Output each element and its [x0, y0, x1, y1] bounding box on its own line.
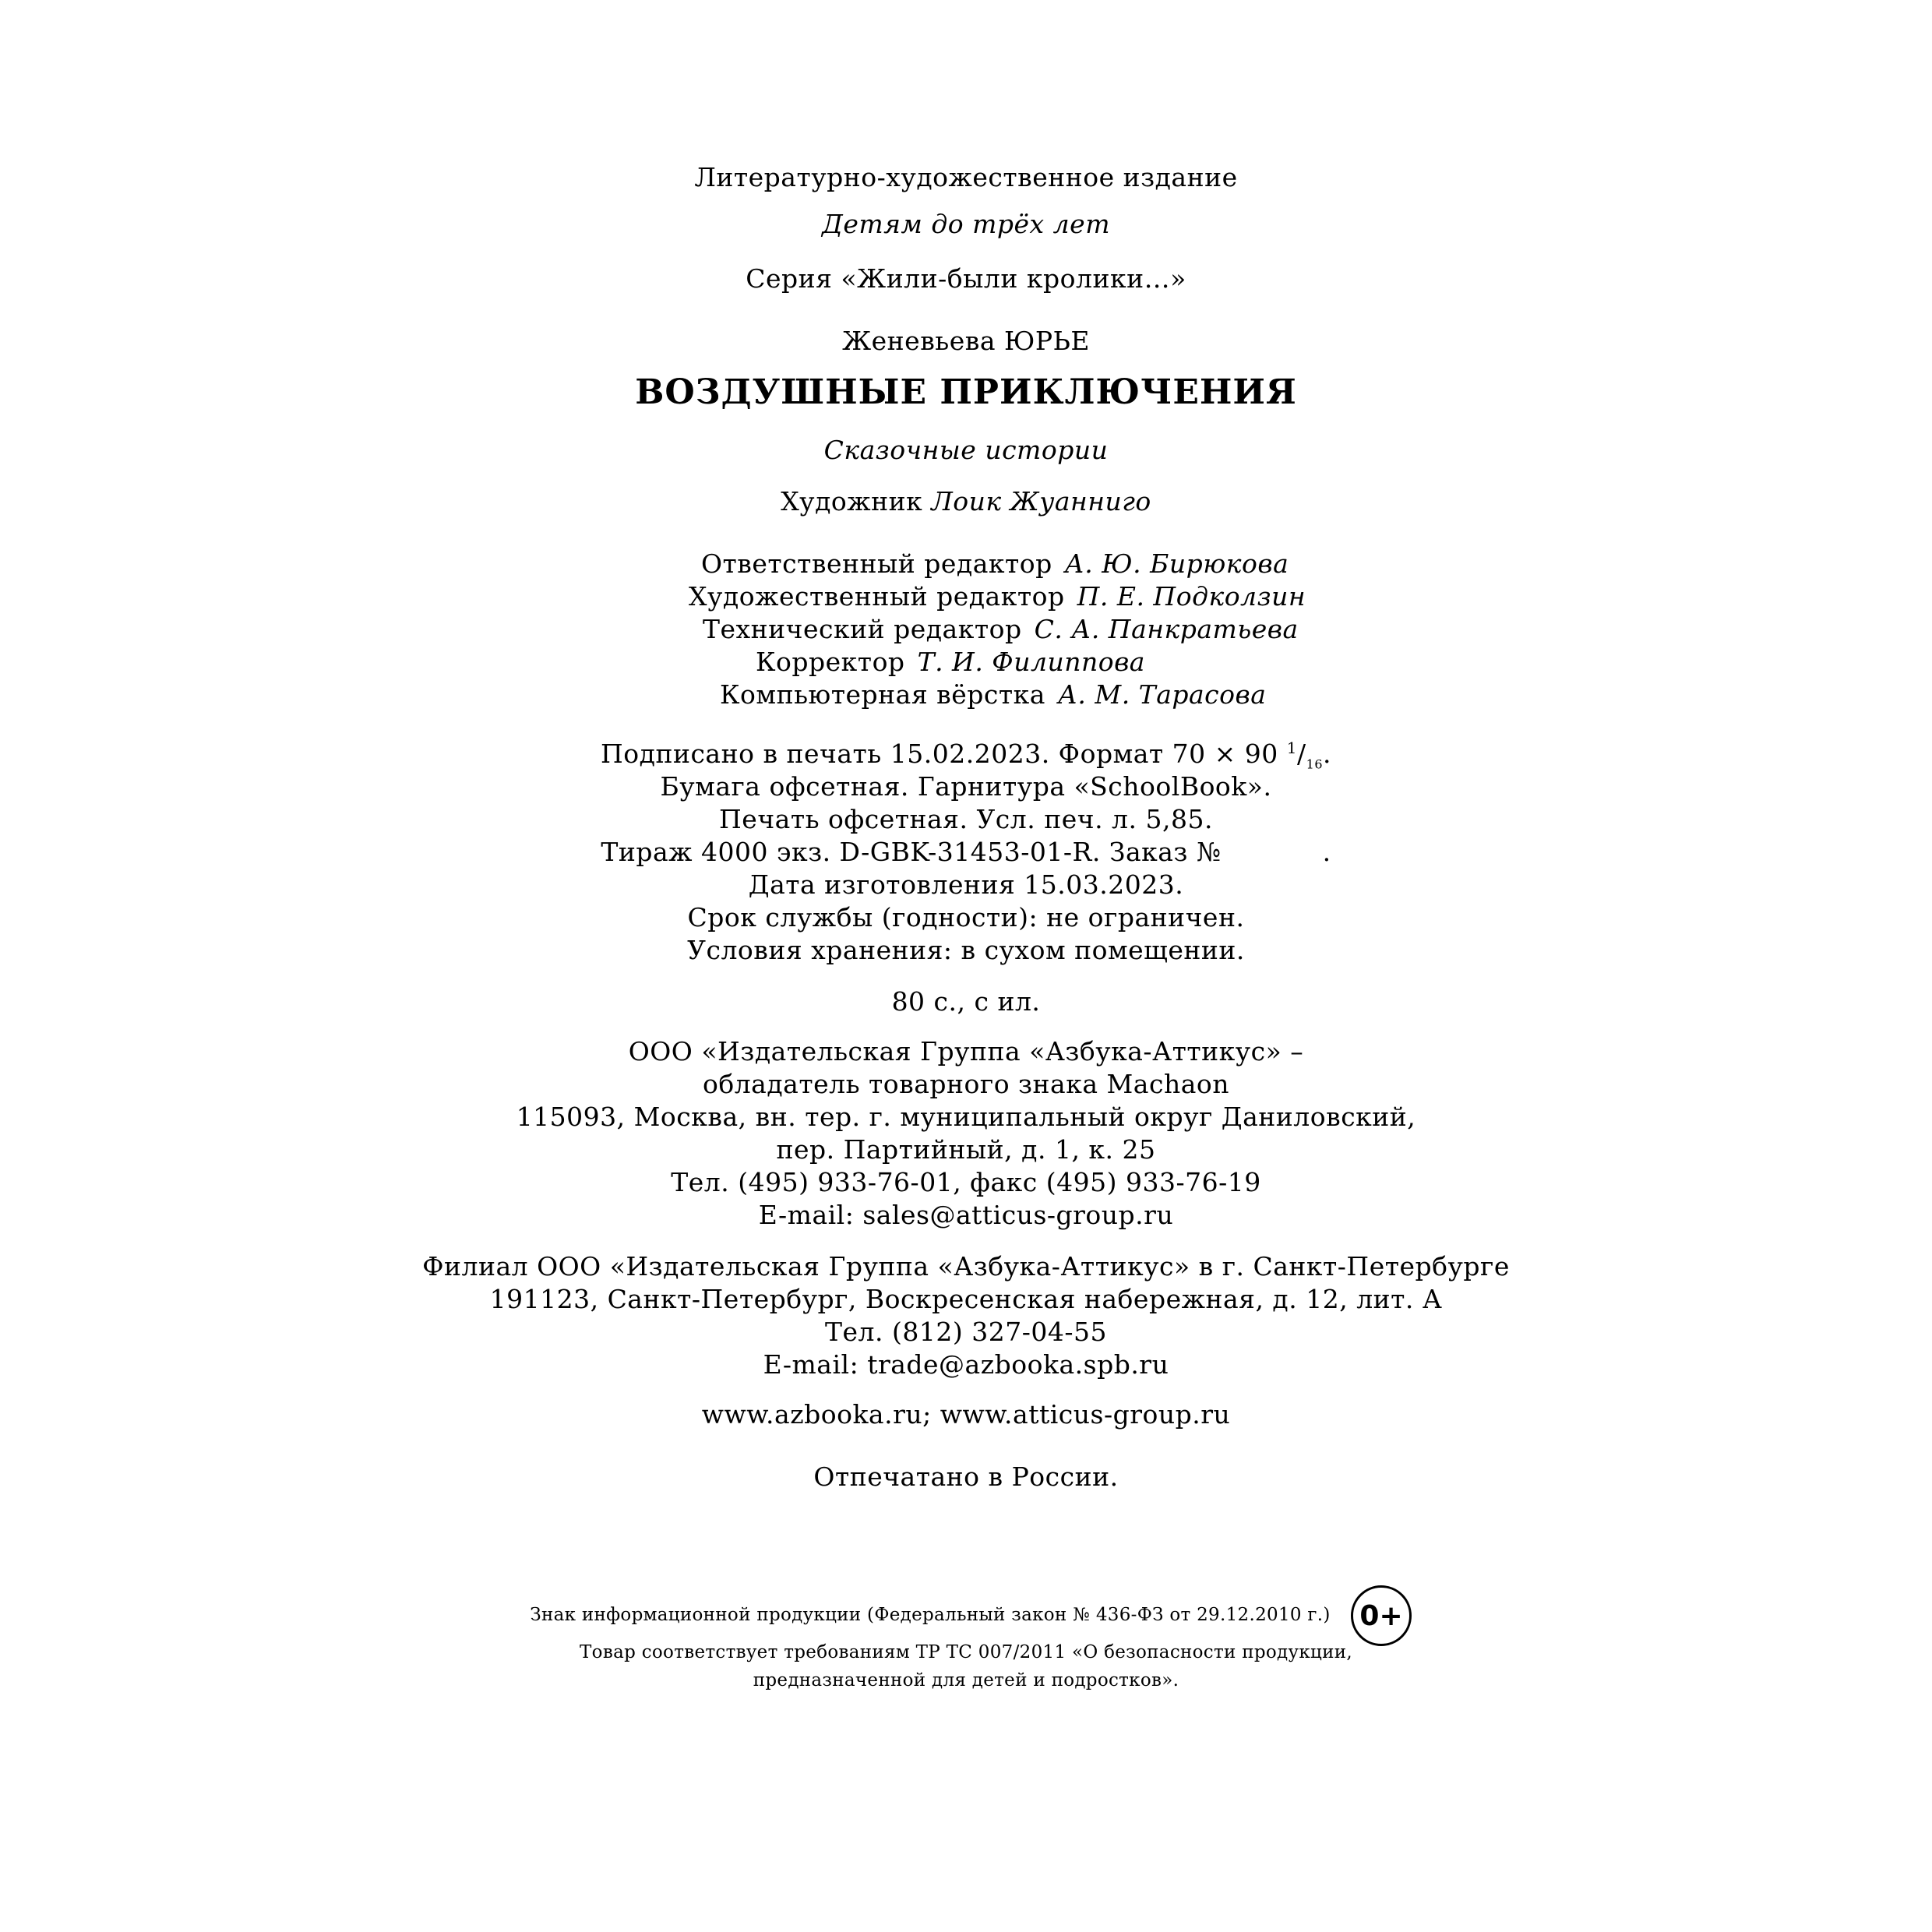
edition-type: Литературно-художественное издание [694, 162, 1238, 192]
branch-email: E-mail: trade@azbooka.spb.ru [763, 1349, 1169, 1380]
websites: www.azbooka.ru; www.atticus-group.ru [701, 1399, 1231, 1430]
branch-line: Тел. (812) 327-04-55 [825, 1317, 1107, 1347]
book-title: ВОЗДУШНЫЕ ПРИКЛЮЧЕНИЯ [635, 372, 1297, 412]
publisher-line: 115093, Москва, вн. тер. г. муниципальный округ Даниловский, [516, 1102, 1416, 1132]
branch-line: 191123, Санкт-Петербург, Воскресенская набережная, д. 12, лит. А [489, 1284, 1443, 1314]
credit-row: Технический редактор С. А. Панкратьева [703, 614, 1299, 644]
paper: Бумага офсетная. Гарнитура «SchoolBook». [660, 771, 1272, 802]
author: Женевьева ЮРЬЕ [842, 326, 1090, 356]
signed-format: Подписано в печать 15.02.2023. Формат 70 × 90 $^1/_{16}$. [601, 739, 1331, 772]
compliance-line: Товар соответствует требованиям ТР ТС 007/2011 «О безопасности продукции, [580, 1642, 1352, 1662]
info-sign-text: Знак информационной продукции (Федеральный закон № 436-ФЗ от 29.12.2010 г.) [530, 1605, 1331, 1625]
publisher-line: обладатель товарного знака Machaon [702, 1069, 1230, 1099]
artist-name: Лоик Жуанниго [931, 486, 1151, 516]
publisher-email: E-mail: sales@atticus-group.ru [758, 1200, 1174, 1230]
page-count: 80 с., с ил. [891, 986, 1041, 1017]
publisher-line: ООО «Издательская Группа «Азбука-Аттикус» – [628, 1036, 1304, 1066]
credit-row: Корректор Т. И. Филиппова [756, 647, 1145, 677]
branch-line: Филиал ООО «Издательская Группа «Азбука-Аттикус» в г. Санкт-Петербурге [422, 1251, 1510, 1282]
storage-conditions: Условия хранения: в сухом помещении. [687, 935, 1245, 965]
print-run: Тираж 4000 экз. D-GBK-31453-01-R. Заказ № . [601, 837, 1331, 867]
credit-row: Компьютерная вёрстка А. М. Тарасова [720, 679, 1267, 710]
audience: Детям до трёх лет [821, 209, 1110, 239]
format-fraction: $^1/_{16}$ [1286, 739, 1323, 772]
artist-line [0, 486, 1932, 516]
artist-label: Художник [781, 486, 923, 516]
credit-row: Художественный редактор П. Е. Подколзин [689, 581, 1306, 612]
credit-row: Ответственный редактор А. Ю. Бирюкова [701, 548, 1289, 579]
shelf-life: Срок службы (годности): не ограничен. [687, 902, 1245, 933]
production-date: Дата изготовления 15.03.2023. [748, 869, 1184, 900]
printed-in: Отпечатано в России. [813, 1461, 1119, 1492]
series: Серия «Жили-были кролики…» [746, 263, 1186, 294]
publisher-line: пер. Партийный, д. 1, к. 25 [776, 1134, 1156, 1165]
age-rating-badge: 0+ [1351, 1585, 1412, 1646]
book-subtitle: Сказочные истории [823, 435, 1109, 465]
compliance-line: предназначенной для детей и подростков». [753, 1670, 1179, 1690]
publisher-line: Тел. (495) 933-76-01, факс (495) 933-76-19 [671, 1167, 1261, 1197]
print-type: Печать офсетная. Усл. печ. л. 5,85. [719, 804, 1213, 834]
